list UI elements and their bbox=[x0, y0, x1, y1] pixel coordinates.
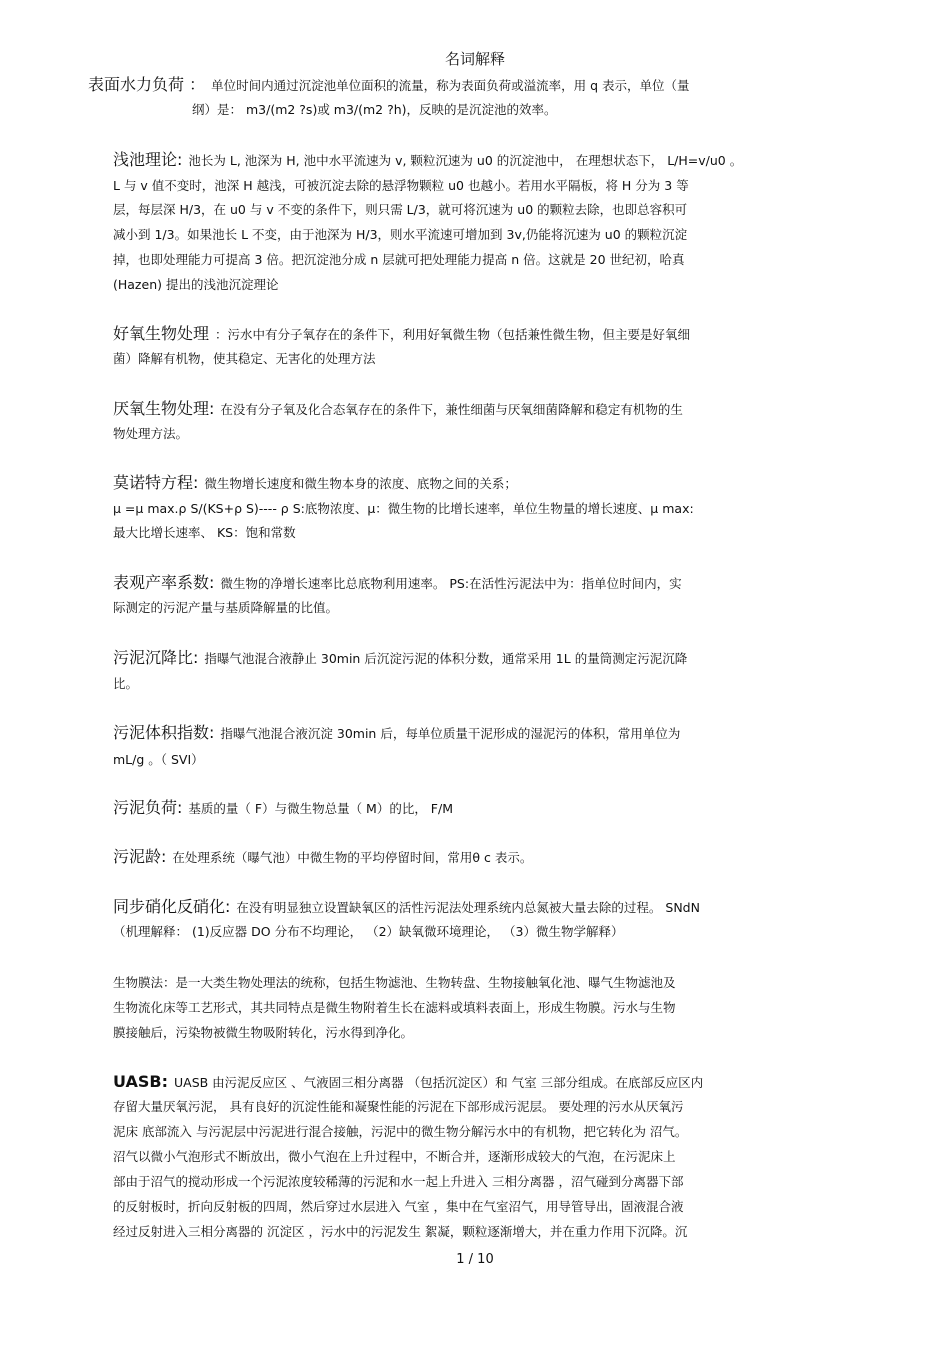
definition-text: 微生物增长速度和微生物本身的浓度、底物之间的关系； bbox=[204, 476, 517, 491]
entry-monod-equation-line-3: 最大比增长速率、 KS：饱和常数 bbox=[113, 525, 296, 540]
entry-uasb-line-4: 沼气以微小气泡形式不断放出，微小气泡在上升过程中，不断合并，逐渐形成较大的气泡，在污泥床上 bbox=[113, 1149, 676, 1164]
entry-biofilm-line-3: 膜接触后，污染物被微生物吸附转化，污水得到净化。 bbox=[113, 1025, 414, 1040]
definition-text: 指曝气池混合液沉淀 30min 后，每单位质量干泥形成的湿泥污的体积，常用单位为 bbox=[220, 726, 681, 741]
definition-text: 指曝气池混合液静止 30min 后沉淀污泥的体积分数，通常采用 1L 的量筒测定污泥沉降 bbox=[204, 651, 688, 666]
entry-sndn-line-2: （机理解释： (1)反应器 DO 分布不均理论， （2）缺氧微环境理论， （3）微生物学解释） bbox=[113, 924, 624, 939]
term-label: 浅池理论: bbox=[113, 150, 183, 169]
definition-text: 在没有明显独立设置缺氧区的活性污泥法处理系统内总氮被大量去除的过程。 SNdN bbox=[236, 900, 700, 915]
entry-surface-hydraulic-load-line-2: 纲）是： m3/(m2 ?s)或 m3/(m2 ?h)，反映的是沉淀池的效率。 bbox=[192, 102, 557, 117]
entry-sludge-load-line-1 bbox=[113, 799, 453, 818]
definition-text: 单位时间内通过沉淀池单位面积的流量，称为表面负荷或溢流率，用 q 表示，单位（量 bbox=[211, 78, 690, 93]
term-label: 污泥沉降比: bbox=[113, 648, 199, 667]
entry-shallow-tank-theory-line-3: 层，每层深 H/3，在 u0 与 v 不变的条件下，则只需 L/3，就可将沉速为 u0 的颗粒去除，也即总容积可 bbox=[113, 202, 688, 217]
entry-observed-yield-line-2: 际测定的污泥产量与基质降解量的比值。 bbox=[113, 600, 339, 615]
page-title: 名词解释 bbox=[444, 50, 505, 68]
entry-shallow-tank-theory-line-2: L 与 v 值不变时，池深 H 越浅，可被沉淀去除的悬浮物颗粒 u0 也越小。若用水平隔板，将 H 分为 3 等 bbox=[113, 178, 689, 193]
entry-sndn-line-1 bbox=[113, 898, 700, 917]
term-label: 污泥体积指数: bbox=[113, 723, 215, 742]
entry-shallow-tank-theory-line-5: 掉，也即处理能力可提高 3 倍。把沉淀池分成 n 层就可把处理能力提高 n 倍。这就是 20 世纪初，哈真 bbox=[113, 252, 685, 267]
page-number: 1 / 10 bbox=[456, 1252, 494, 1267]
entry-uasb-line-7: 经过反射进入三相分离器的 沉淀区 ，污水中的污泥发生 絮凝，颗粒逐渐增大，并在重力作用下沉降。沉 bbox=[113, 1224, 688, 1239]
entry-svi-line-1 bbox=[113, 724, 680, 743]
entry-svi-line-2: mL/g 。（ SVI） bbox=[113, 752, 204, 767]
definition-text: ：污水中有分子氧存在的条件下，利用好氧微生物（包括兼性微生物，但主要是好氧细 bbox=[215, 327, 691, 342]
entry-observed-yield-line-1 bbox=[113, 574, 682, 593]
entry-uasb-line-1 bbox=[113, 1073, 703, 1092]
entry-shallow-tank-theory-line-4: 减小到 1/3。如果池长 L 不变，由于池深为 H/3，则水平流速可增加到 3v,仍能将沉速为 u0 的颗粒沉淀 bbox=[113, 227, 688, 242]
entry-sludge-age-line-1 bbox=[113, 848, 532, 867]
entry-monod-equation-line-2: μ =μ max.ρ S/(KS+ρ S)---- ρ S:底物浓度、μ：微生物的比增长速率，单位生物量的增长速度、μ max: bbox=[113, 501, 694, 516]
definition-text: 池长为 L, 池深为 H, 池中水平流速为 v, 颗粒沉速为 u0 的沉淀池中， 在理想状态下， L/H=v/u0 。 bbox=[188, 153, 743, 168]
entry-shallow-tank-theory-line-1 bbox=[113, 151, 742, 170]
entry-uasb-line-2: 存留大量厌氧污泥， 具有良好的沉淀性能和凝聚性能的污泥在下部形成污泥层。 要处理的污水从厌氧污 bbox=[113, 1099, 684, 1114]
term-label: 污泥负荷: bbox=[113, 798, 183, 817]
definition-text: 在没有分子氧及化合态氧存在的条件下，兼性细菌与厌氧细菌降解和稳定有机物的生 bbox=[220, 402, 683, 417]
term-label: 莫诺特方程: bbox=[113, 473, 199, 492]
entry-settling-ratio-line-1 bbox=[113, 649, 687, 668]
entry-shallow-tank-theory-line-6: (Hazen) 提出的浅池沉淀理论 bbox=[113, 277, 279, 292]
entry-biofilm-line-2: 生物流化床等工艺形式，其共同特点是微生物附着生长在滤料或填料表面上，形成生物膜。污水与生物 bbox=[113, 1000, 676, 1015]
entry-anaerobic-treatment-line-2: 物处理方法。 bbox=[113, 426, 189, 441]
entry-uasb-line-3: 泥床 底部流入 与污泥层中污泥进行混合接触，污泥中的微生物分解污水中的有机物，把它转化为 沼气。 bbox=[113, 1124, 688, 1139]
definition-text: 微生物的净增长速率比总底物利用速率。 PS:在活性污泥法中为：指单位时间内，实 bbox=[220, 576, 682, 591]
entry-aerobic-treatment-line-2: 菌）降解有机物，使其稳定、无害化的处理方法 bbox=[113, 351, 376, 366]
entry-monod-equation-line-1 bbox=[113, 474, 517, 493]
definition-text: 在处理系统（曝气池）中微生物的平均停留时间，常用θ c 表示。 bbox=[172, 850, 533, 865]
entry-uasb-line-5: 部由于沼气的搅动形成一个污泥浓度较稀薄的污泥和水一起上升进入 三相分离器 ，沼气碰到分离器下部 bbox=[113, 1174, 684, 1189]
term-label: 同步硝化反硝化: bbox=[113, 897, 231, 916]
term-label: 好氧生物处理 bbox=[113, 324, 210, 343]
definition-text: UASB 由污泥反应区 、气液固三相分离器 （包括沉淀区）和 气室 三部分组成。在底部反应区内 bbox=[174, 1075, 704, 1090]
term-label: UASB: bbox=[113, 1072, 168, 1091]
entry-surface-hydraulic-load-line-1 bbox=[88, 76, 689, 95]
entry-anaerobic-treatment-line-1 bbox=[113, 400, 683, 419]
entry-settling-ratio-line-2: 比。 bbox=[113, 676, 139, 691]
term-label: 表面水力负荷 ： bbox=[88, 75, 206, 94]
entry-uasb-line-6: 的反射板时，折向反射板的四周，然后穿过水层进入 气室 ，集中在气室沼气，用导管导出，固液混合液 bbox=[113, 1199, 684, 1214]
term-label: 表观产率系数: bbox=[113, 573, 215, 592]
entry-biofilm-line-1: 生物膜法：是一大类生物处理法的统称，包括生物滤池、生物转盘、生物接触氧化池、曝气生物滤池及 bbox=[113, 975, 676, 990]
definition-text: 基质的量（ F）与微生物总量（ M）的比， F/M bbox=[188, 801, 453, 816]
term-label: 污泥龄: bbox=[113, 847, 167, 866]
term-label: 厌氧生物处理: bbox=[113, 399, 215, 418]
entry-aerobic-treatment-line-1 bbox=[113, 325, 690, 344]
